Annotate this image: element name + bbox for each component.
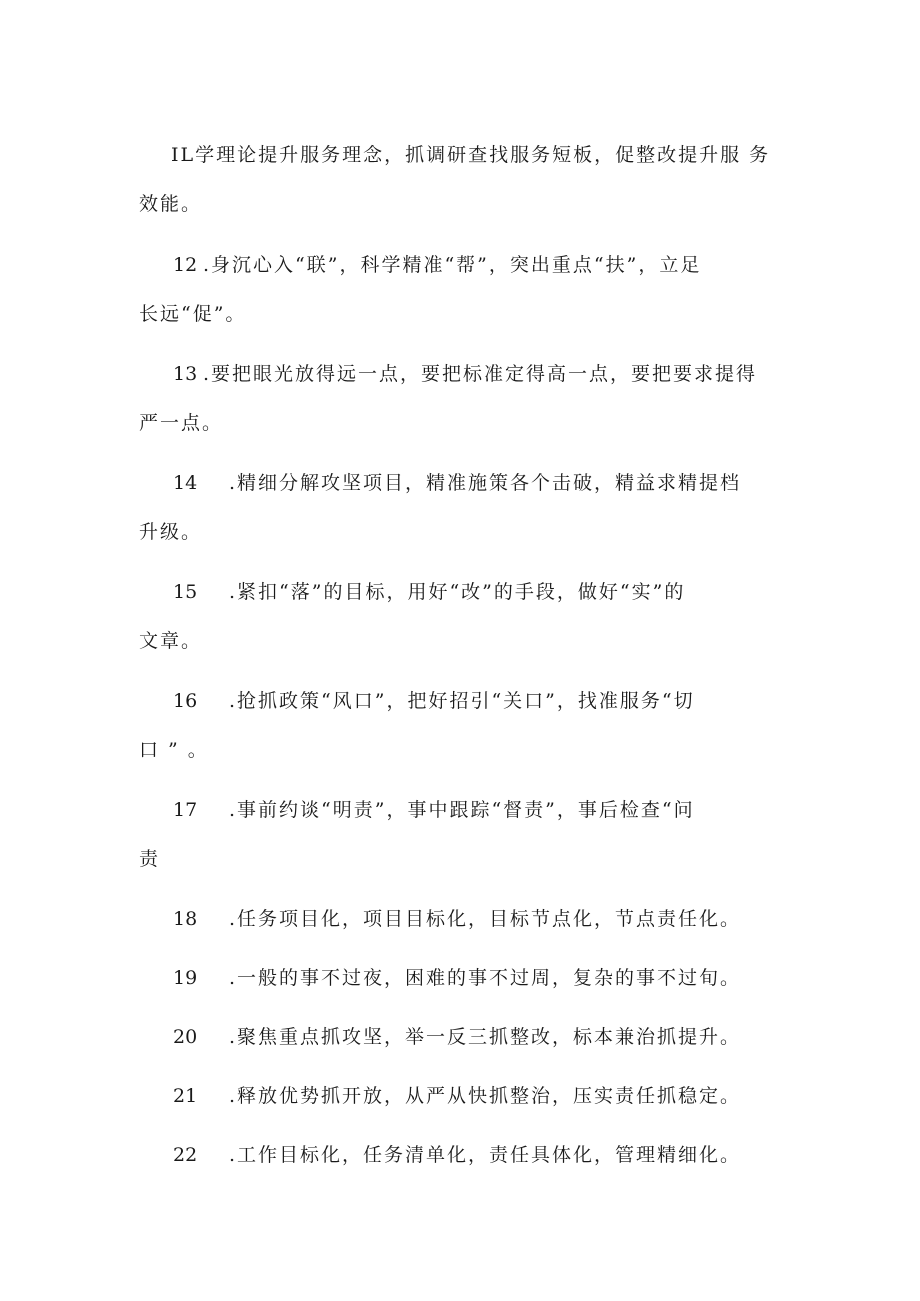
item-13-line-1: .要把眼光放得远一点，要把标准定得高一点，要把要求提得: [203, 363, 758, 385]
item-14-line-2: 升级。: [139, 521, 203, 543]
item-12-line-2: 长远“促”。: [139, 303, 247, 325]
item-16-number: 16: [173, 690, 198, 712]
item-17-line-2: 责: [139, 848, 161, 870]
item-17-line-1: .事前约谈“明责”，事中跟踪“督责”，事后检查“问: [229, 799, 695, 821]
item-17-number: 17: [173, 799, 198, 821]
item-13-number: 13: [173, 363, 198, 385]
item-15-line-1: .紧扣“落”的目标，用好“改”的手段，做好“实”的: [229, 581, 686, 603]
item-14-number: 14: [173, 472, 198, 494]
item-22-line-1: .工作目标化，任务清单化，责任具体化，管理精细化。: [229, 1144, 742, 1166]
item-16-line-2: 口 ” 。: [139, 739, 209, 761]
item-21-line-1: .释放优势抓开放，从严从快抓整治，压实责任抓稳定。: [229, 1085, 742, 1107]
item-20-line-1: .聚焦重点抓攻坚，举一反三抓整改，标本兼治抓提升。: [229, 1026, 742, 1048]
item-14-line-1: .精细分解攻坚项目，精准施策各个击破，精益求精提档: [229, 472, 742, 494]
item-11-line-2: 效能。: [139, 193, 203, 215]
item-11-line-1: IL学理论提升服务理念，抓调研查找服务短板，促整改提升服 务: [171, 144, 771, 166]
item-20-number: 20: [173, 1026, 198, 1048]
item-12-number: 12: [173, 254, 198, 276]
item-12-line-1: .身沉心入“联”，科学精准“帮”，突出重点“扶”，立足: [203, 254, 702, 276]
item-22-number: 22: [173, 1144, 198, 1166]
item-18-line-1: .任务项目化，项目目标化，目标节点化，节点责任化。: [229, 908, 742, 930]
item-18-number: 18: [173, 908, 198, 930]
item-13-line-2: 严一点。: [139, 412, 224, 434]
item-15-line-2: 文章。: [139, 630, 203, 652]
item-15-number: 15: [173, 581, 198, 603]
item-19-number: 19: [173, 967, 198, 989]
item-16-line-1: .抢抓政策“风口”，把好招引“关口”，找准服务“切: [229, 690, 695, 712]
item-21-number: 21: [173, 1085, 198, 1107]
item-19-line-1: .一般的事不过夜，困难的事不过周，复杂的事不过旬。: [229, 967, 742, 989]
